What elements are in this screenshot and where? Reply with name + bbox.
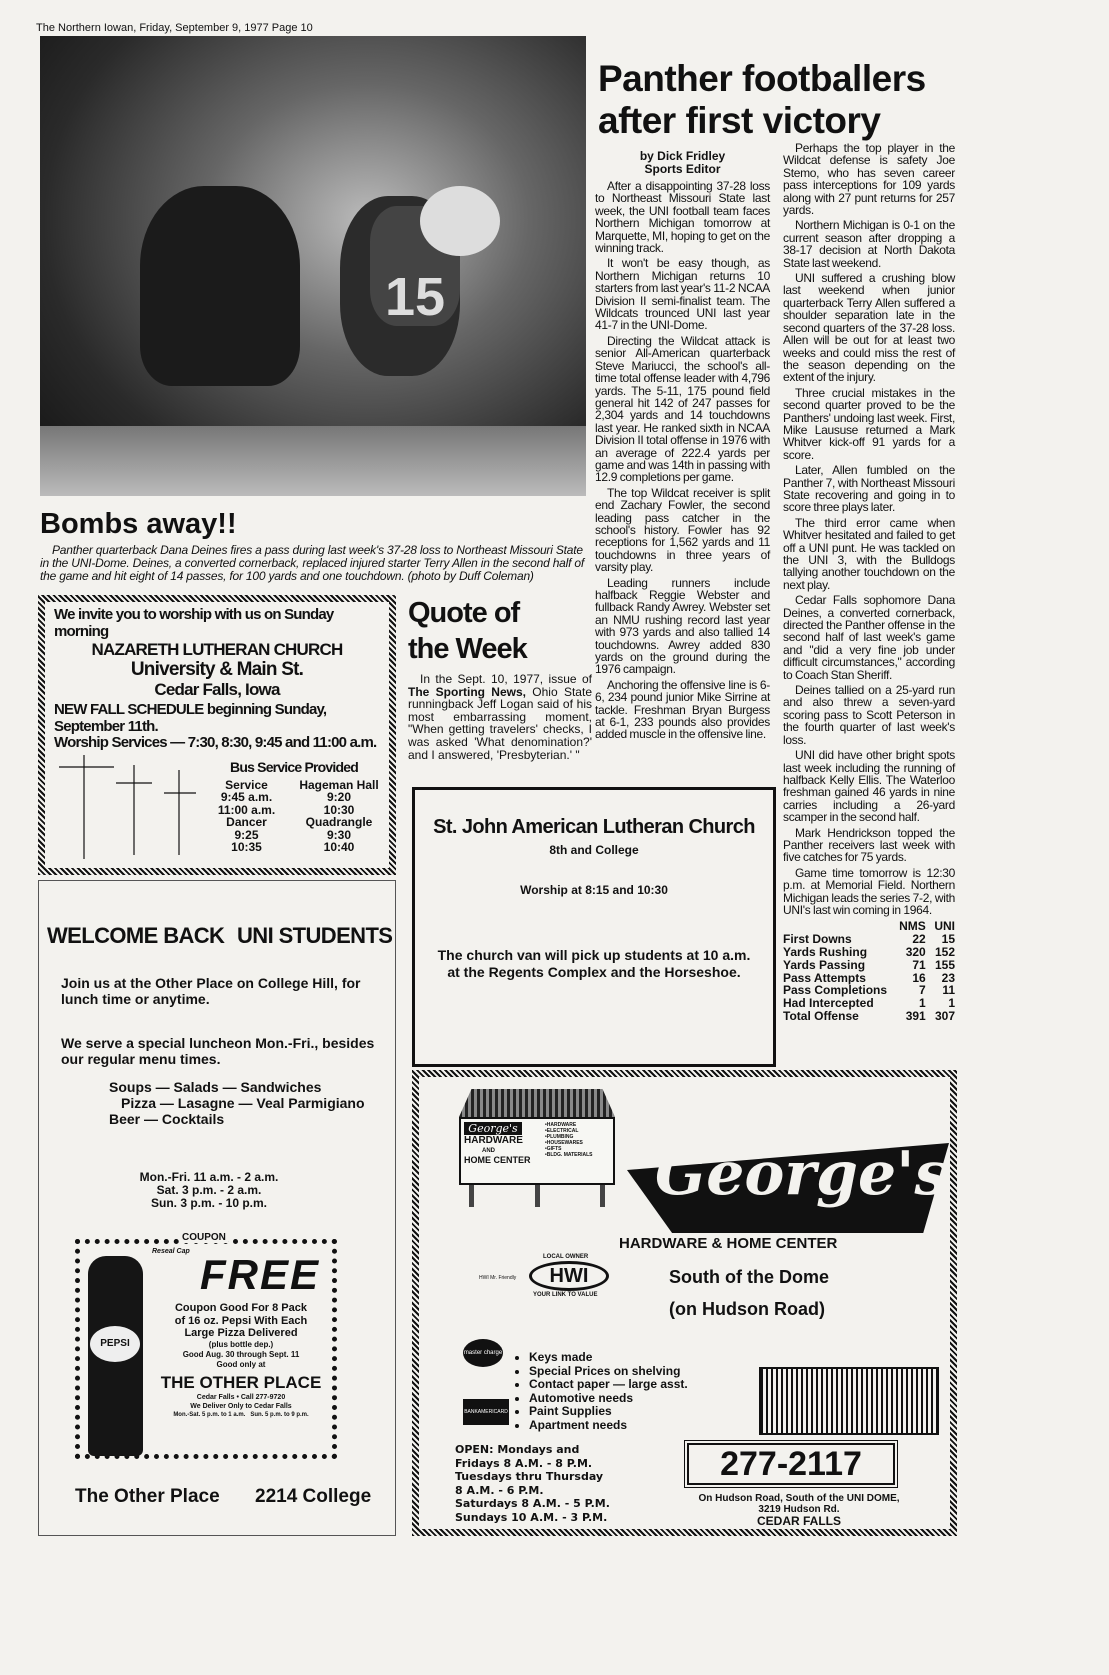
reseal-cap: Reseal Cap <box>152 1248 190 1255</box>
church-city: Cedar Falls, Iowa <box>154 680 280 699</box>
bankamericard-icon: BANKAMERICARD <box>463 1399 509 1425</box>
paragraph: UNI suffered a crushing blow last weekend when junior quarterback Terry Allen suffered a shoulder separation late in the second quarters of the 37-28 loss. Allen will be out for at least two weeks and could miss the rest of the season depending on the extent of the injury. <box>783 271 955 385</box>
otherplace-address: 2214 College <box>255 1486 372 1507</box>
paragraph: Perhaps the top player in the Wildcat defense is safety Joe Stemo, who has seven career pass interceptions for 109 yards along with 27 punt returns for 257 yards. <box>783 141 955 218</box>
stat-value: 155 <box>934 957 955 972</box>
paragraph: The third error came when Whitver hesitated and failed to get off a UNI punt. He was tackled on the UNI 3, with the Bulldogs tallying another touchdown on the next play. <box>783 515 955 592</box>
store-sign-icon: George's HARDWARE AND HOME CENTER •HARDWARE •ELECTRICAL •PLUMBING •HOUSEWARES •GIFTS •BLDG. MATERIALS <box>459 1089 615 1215</box>
paragraph: Northern Michigan is 0-1 on the current season after dropping a 38-17 decision at North Dakota State last weekend. <box>783 218 955 270</box>
nazareth-church-ad <box>38 595 396 875</box>
stat-value: 1 <box>948 996 955 1011</box>
services-list <box>529 1351 688 1432</box>
stat-label: Total Offense <box>783 1008 859 1023</box>
church-name: NAZARETH LUTHERAN CHURCH <box>91 640 343 659</box>
store-location: On Hudson Road, South of the UNI DOME, 3219 Hudson Rd. CEDAR FALLS <box>698 1493 900 1528</box>
otherplace-p2: We serve a special luncheon Mon.-Fri., besides our regular menu times. <box>61 1035 375 1067</box>
sign-item: •ELECTRICAL <box>545 1128 579 1134</box>
georges-tagline: HARDWARE & HOME CENTER <box>619 1235 838 1252</box>
stjohn-worship: Worship at 8:15 and 10:30 <box>520 883 668 897</box>
stats-table <box>783 920 955 1022</box>
sign-item: •GIFTS <box>545 1146 562 1152</box>
bus-column-service <box>209 779 284 854</box>
service-item: • Automotive needs <box>529 1392 688 1406</box>
bus-column-hageman <box>289 779 389 854</box>
stat-value: 22 <box>912 932 926 947</box>
stats-row <box>783 946 955 959</box>
hours-line: Sundays 10 A.M. - 3 P.M. <box>455 1510 608 1524</box>
paragraph: Mark Hendrickson topped the Panther receivers last week with five catches for 75 yards. <box>783 825 955 865</box>
quote-title-1: Quote of <box>408 597 520 629</box>
otherplace-name: The Other Place <box>75 1486 220 1507</box>
church-address: University & Main St. <box>130 659 304 680</box>
hours-line: OPEN: Mondays and <box>455 1443 580 1456</box>
stat-label: Pass Attempts <box>783 970 866 985</box>
paragraph: UNI did have other bright spots last week including the running of halfback Kelly Ellis. The Waterloo freshman gained 46 yards in nine carries including a 26-yard scamper in the second half. <box>783 748 955 825</box>
stat-value: 391 <box>905 1008 926 1023</box>
uni-students: UNI STUDENTS <box>237 923 393 948</box>
pepsi-coupon[interactable] <box>75 1232 337 1459</box>
bus-service: Bus Service Provided <box>230 758 358 775</box>
stat-value: 11 <box>942 983 955 998</box>
stats-row <box>783 959 955 972</box>
store-building-icon <box>759 1367 939 1435</box>
quote-text: In the Sept. 10, 1977, issue of The Sporting News, Ohio State runningback Jeff Logan said of his most embarrassing moment, "When getting travelers' checks, I was asked 'What denomination?' and I answered, 'Presbyterian.' " <box>408 672 592 762</box>
stat-value: NMS <box>899 919 926 934</box>
stat-label: Pass Completions <box>783 983 888 998</box>
crosses-icon <box>54 755 204 859</box>
bus-time: 9:20 <box>326 790 352 804</box>
photo-headline: Bombs away!! <box>40 508 237 540</box>
paragraph: Anchoring the offensive line is 6-6, 234 pound junior Mike Sirrine at tackle. Freshman Bryan Burgess at 6-1, 233 pounds also provides added muscle in the offensive line. <box>595 677 770 742</box>
paragraph: Later, Allen fumbled on the Panther 7, with Northeast Missouri State recovering and going in to score three plays later. <box>783 463 955 515</box>
byline-title: Sports Editor <box>644 162 721 176</box>
bus-time: Hageman Hall <box>299 777 379 792</box>
stat-value: 1 <box>919 996 926 1011</box>
georges-hardware-ad <box>412 1070 957 1536</box>
masthead: The Northern Iowan, Friday, September 9, 1977 Page 10 <box>36 22 313 34</box>
stat-value: 320 <box>905 944 926 959</box>
free-label: FREE <box>200 1251 321 1298</box>
paragraph: Game time tomorrow is 12:30 p.m. at Memorial Field. Northern Michigan leads the series 7-2, with UNI's last win coming in 1964. <box>783 865 955 917</box>
georges-logo: George's <box>655 1139 949 1209</box>
otherplace-menu: Soups — Salads — Sandwiches Pizza — Lasagne — Veal Parmigiano Beer — Cocktails <box>109 1079 365 1127</box>
bus-time: 9:30 <box>326 827 352 842</box>
stats-row <box>783 1010 955 1023</box>
stat-value: 16 <box>912 970 926 985</box>
stat-value: 7 <box>919 983 926 998</box>
stat-value: 152 <box>934 944 955 959</box>
stat-value: 71 <box>912 957 926 972</box>
paragraph: Three crucial mistakes in the second quarter proved to be the Panthers' undoing last week. First, Mike Laususe returned a Mark Whitver kick-off 91 yards for a score. <box>783 385 955 462</box>
hours-line: Saturdays 8 A.M. - 5 P.M. <box>455 1497 610 1510</box>
sign-item: •BLDG. MATERIALS <box>545 1152 593 1158</box>
article-column-1 <box>595 180 770 744</box>
service-item: • Special Prices on shelving <box>529 1365 688 1379</box>
stat-value: 15 <box>941 932 955 947</box>
paragraph: It won't be easy though, as Northern Michigan returns 10 starters from last year's 11-2 NCAA Division II semi-finalist team. The Wildcats trounced UNI last year 41-7 in the UNI-Dome. <box>595 256 770 333</box>
south-of-dome: South of the Dome <box>669 1267 829 1287</box>
stjohn-van: The church van will pick up students at 10 a.m. at the Regents Complex and the Horseshoe. <box>437 947 751 980</box>
bus-time: Service <box>225 777 268 792</box>
service-item: • Paint Supplies <box>529 1405 688 1419</box>
quote-title-2: the Week <box>408 633 527 665</box>
hwi-logo: LOCAL OWNER HWI Mr. Friendly HWI YOUR LINK TO VALUE <box>479 1253 629 1299</box>
st-john-church-ad <box>412 787 776 1067</box>
stjohn-name: St. John American Lutheran Church <box>433 816 755 838</box>
service-item: • Apartment needs <box>529 1419 688 1433</box>
paragraph: Leading runners include halfback Reggie Webster and fullback Randy Awrey. Webster set an NMU rushing record last year with 973 yards and also tallied 14 touchdowns. Awrey added 830 yards on the ground during the 1976 campaign. <box>595 575 770 677</box>
stat-value: 23 <box>941 970 955 985</box>
bus-time: Quadrangle <box>305 815 373 829</box>
store-hours <box>455 1443 610 1524</box>
on-hudson-road: (on Hudson Road) <box>669 1299 825 1319</box>
football-photo <box>40 36 586 496</box>
byline-author: by Dick Fridley <box>639 149 726 163</box>
church-schedule: NEW FALL SCHEDULE beginning Sunday, September 11th. <box>54 701 327 735</box>
stat-label: Yards Passing <box>783 957 866 972</box>
hours-line: Fridays 8 A.M. - 8 P.M. <box>455 1456 593 1470</box>
stat-label: Had Intercepted <box>783 996 874 1011</box>
phone-number: 277-2117 <box>687 1443 895 1485</box>
welcome-back: WELCOME BACK <box>47 923 225 948</box>
stat-value: 307 <box>934 1008 955 1023</box>
article-column-2 <box>783 142 955 1023</box>
service-item: • Contact paper — large asst. <box>529 1378 688 1392</box>
sign-item: •HARDWARE <box>545 1122 577 1128</box>
bus-time: 9:25 <box>234 827 259 842</box>
paragraph: The top Wildcat receiver is split end Zachary Fowler, the second leading pass catcher in the school's history. Fowler has 92 receptions for 1,562 yards and 11 touchdowns in three years of varsity play. <box>595 485 770 575</box>
service-item: • Keys made <box>529 1351 688 1365</box>
coupon-offer: Coupon Good For 8 Pack of 16 oz. Pepsi With Each Large Pizza Delivered (plus bottle dep.) Good Aug. 30 through Sept. 11 Good only at THE OTHER PLACE Cedar Falls • Call 277-9720 We Deliver Only to Cedar Falls Mon.-Sat. 5 p.m. to 1 a.m. Sun. 5 p.m. to 9 p.m. <box>160 1302 322 1418</box>
paragraph: Deines tallied on a 25-yard run and also threw a seven-yard scoring pass to Scott Peterson in the fourth quarter of last week's loss. <box>783 683 955 747</box>
quote-of-the-week <box>408 595 592 761</box>
jersey-number: 15 <box>385 267 446 327</box>
paragraph: After a disappointing 37-28 loss to Northeast Missouri State last week, the UNI football team faces Northern Michigan tomorrow at Marquette, MI, hoping to get on the winning track. <box>595 179 770 256</box>
otherplace-p1: Join us at the Other Place on College Hill, for lunch time or anytime. <box>61 975 361 1007</box>
headline: Panther footballers after first victory <box>598 58 926 141</box>
church-invite: We invite you to worship with us on Sunday morning <box>54 606 334 640</box>
photo-caption: Panther quarterback Dana Deines fires a pass during last week's 37-28 loss to Northeast Missouri State in the UNI-Dome. Deines, a converted cornerback, replaced injured starter Terry Allen in the second half of the game and hit eight of 14 passes, for 100 yards and one touchdown. (photo by Duff Coleman) <box>40 543 584 583</box>
hours-line: Tuesdays thru Thursday <box>455 1470 604 1483</box>
otherplace-hours: Mon.-Fri. 11 a.m. - 2 a.m. Sat. 3 p.m. - 2 a.m. Sun. 3 p.m. - 10 p.m. <box>139 1170 279 1210</box>
pepsi-bottle-icon: PEPSI <box>88 1256 143 1456</box>
stat-value: UNI <box>934 919 955 934</box>
sign-item: •PLUMBING <box>545 1134 574 1140</box>
sign-item: •HOUSEWARES <box>545 1140 583 1146</box>
stat-label: Yards Rushing <box>783 944 868 959</box>
paragraph: Cedar Falls sophomore Dana Deines, a converted cornerback, directed the Panther offense in the second half of last week's game and "did a very fine job under difficult circumstances," according to Coach Stan Sheriff. <box>783 593 955 682</box>
mastercharge-icon: master charge <box>463 1339 503 1367</box>
coupon-label: COUPON <box>182 1232 226 1243</box>
stat-label: First Downs <box>783 932 852 947</box>
bus-time: Dancer <box>226 815 267 829</box>
bus-time: 10:40 <box>323 840 355 854</box>
bus-time: 10:35 <box>231 840 262 854</box>
hours-line: 8 A.M. - 6 P.M. <box>455 1483 544 1497</box>
bus-time: 10:30 <box>323 802 355 817</box>
church-services: Worship Services — 7:30, 8:30, 9:45 and 11:00 a.m. <box>54 734 377 751</box>
paragraph: Directing the Wildcat attack is senior All-American quarterback Steve Mariucci, the school's all-time total offense leader with 4,796 yards. The 5-11, 175 pound field general hit 142 of 247 passes for 2,304 yards and 14 touchdowns last year. He ranked sixth in NCAA Division II total offense in 1976 with an average of 222.4 yards per game and was 14th in passing with 12.9 completions per game. <box>595 333 770 485</box>
bus-time: 9:45 a.m. <box>220 790 273 804</box>
byline <box>595 150 770 176</box>
other-place-ad <box>38 880 396 1536</box>
stjohn-address: 8th and College <box>549 843 639 857</box>
bus-time: 11:00 a.m. <box>217 802 276 817</box>
